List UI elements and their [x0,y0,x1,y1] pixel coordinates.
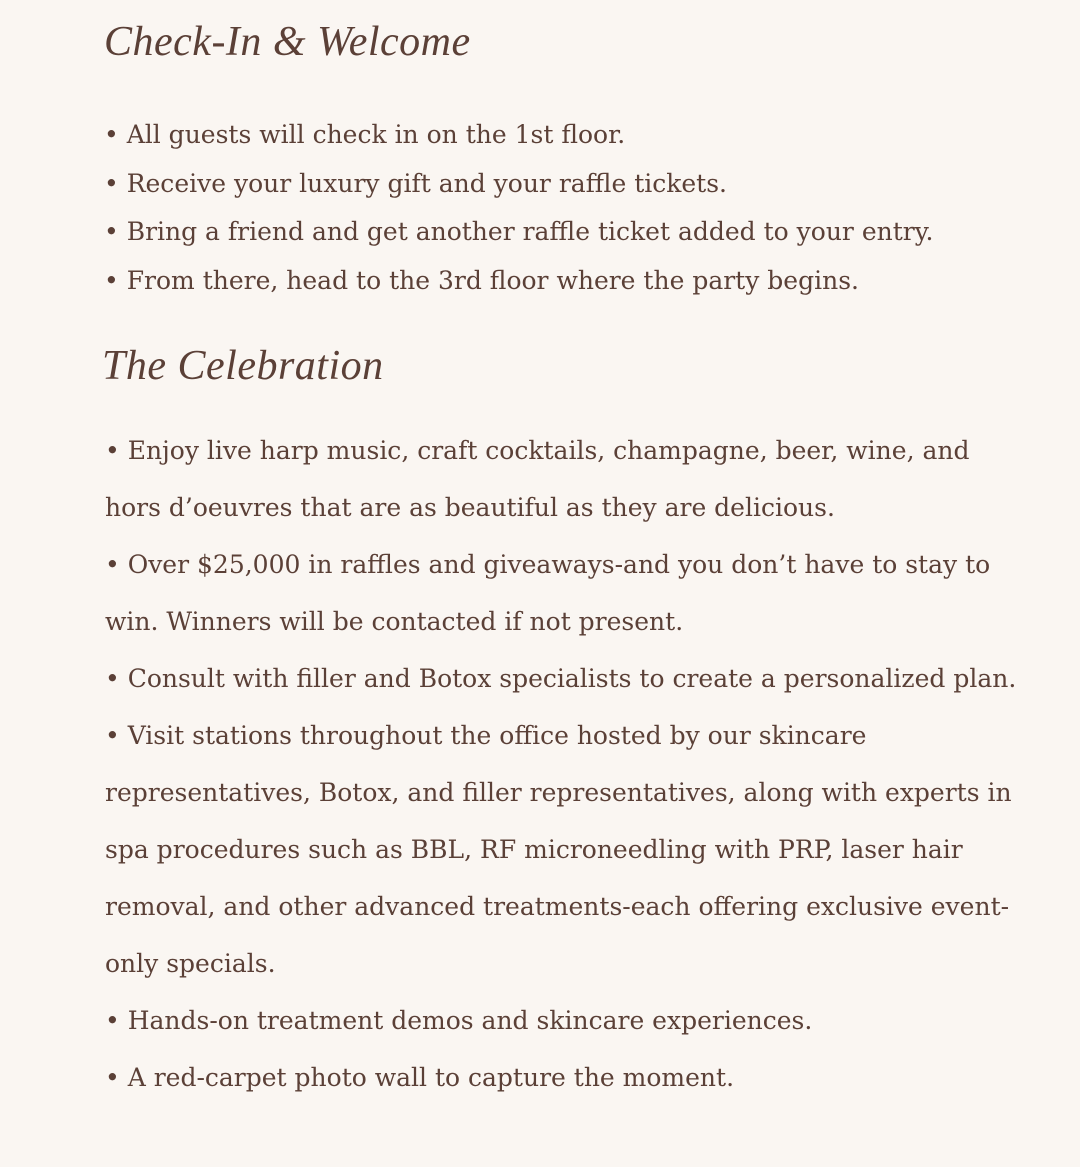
celebration-list [105,422,1020,1106]
list-item: • From there, head to the 3rd floor where the party begins. [104,265,859,295]
section-title-check-in-welcome: Check-In & Welcome [104,19,471,65]
list-item: • Receive your luxury gift and your raffle tickets. [104,168,727,198]
list-item: • A red-carpet photo wall to capture the moment. [105,1063,735,1092]
section-title-the-celebration: The Celebration [102,343,384,389]
list-item: • Hands-on treatment demos and skincare experiences. [105,1006,813,1035]
list-item: • Visit stations throughout the office hosted by our skincare representatives, Botox, and filler representatives, along with experts in spa procedures such as BBL, RF microneedling with PRP, laser hair removal, and other advanced treatments-each offering exclusive event-only specials. [105,721,1012,978]
list-item: • Enjoy live harp music, craft cocktails, champagne, beer, wine, and hors d’oeuvres that are as beautiful as they are delicious. [105,436,970,522]
list-item: • All guests will check in on the 1st floor. [104,120,626,149]
list-item: • Over $25,000 in raffles and giveaways-and you don’t have to stay to win. Winners will be contacted if not present. [105,550,991,636]
list-item: • Consult with filler and Botox specialists to create a personalized plan. [105,664,1017,693]
list-item: • Bring a friend and get another raffle ticket added to your entry. [104,217,934,246]
check-in-list [104,111,1064,305]
